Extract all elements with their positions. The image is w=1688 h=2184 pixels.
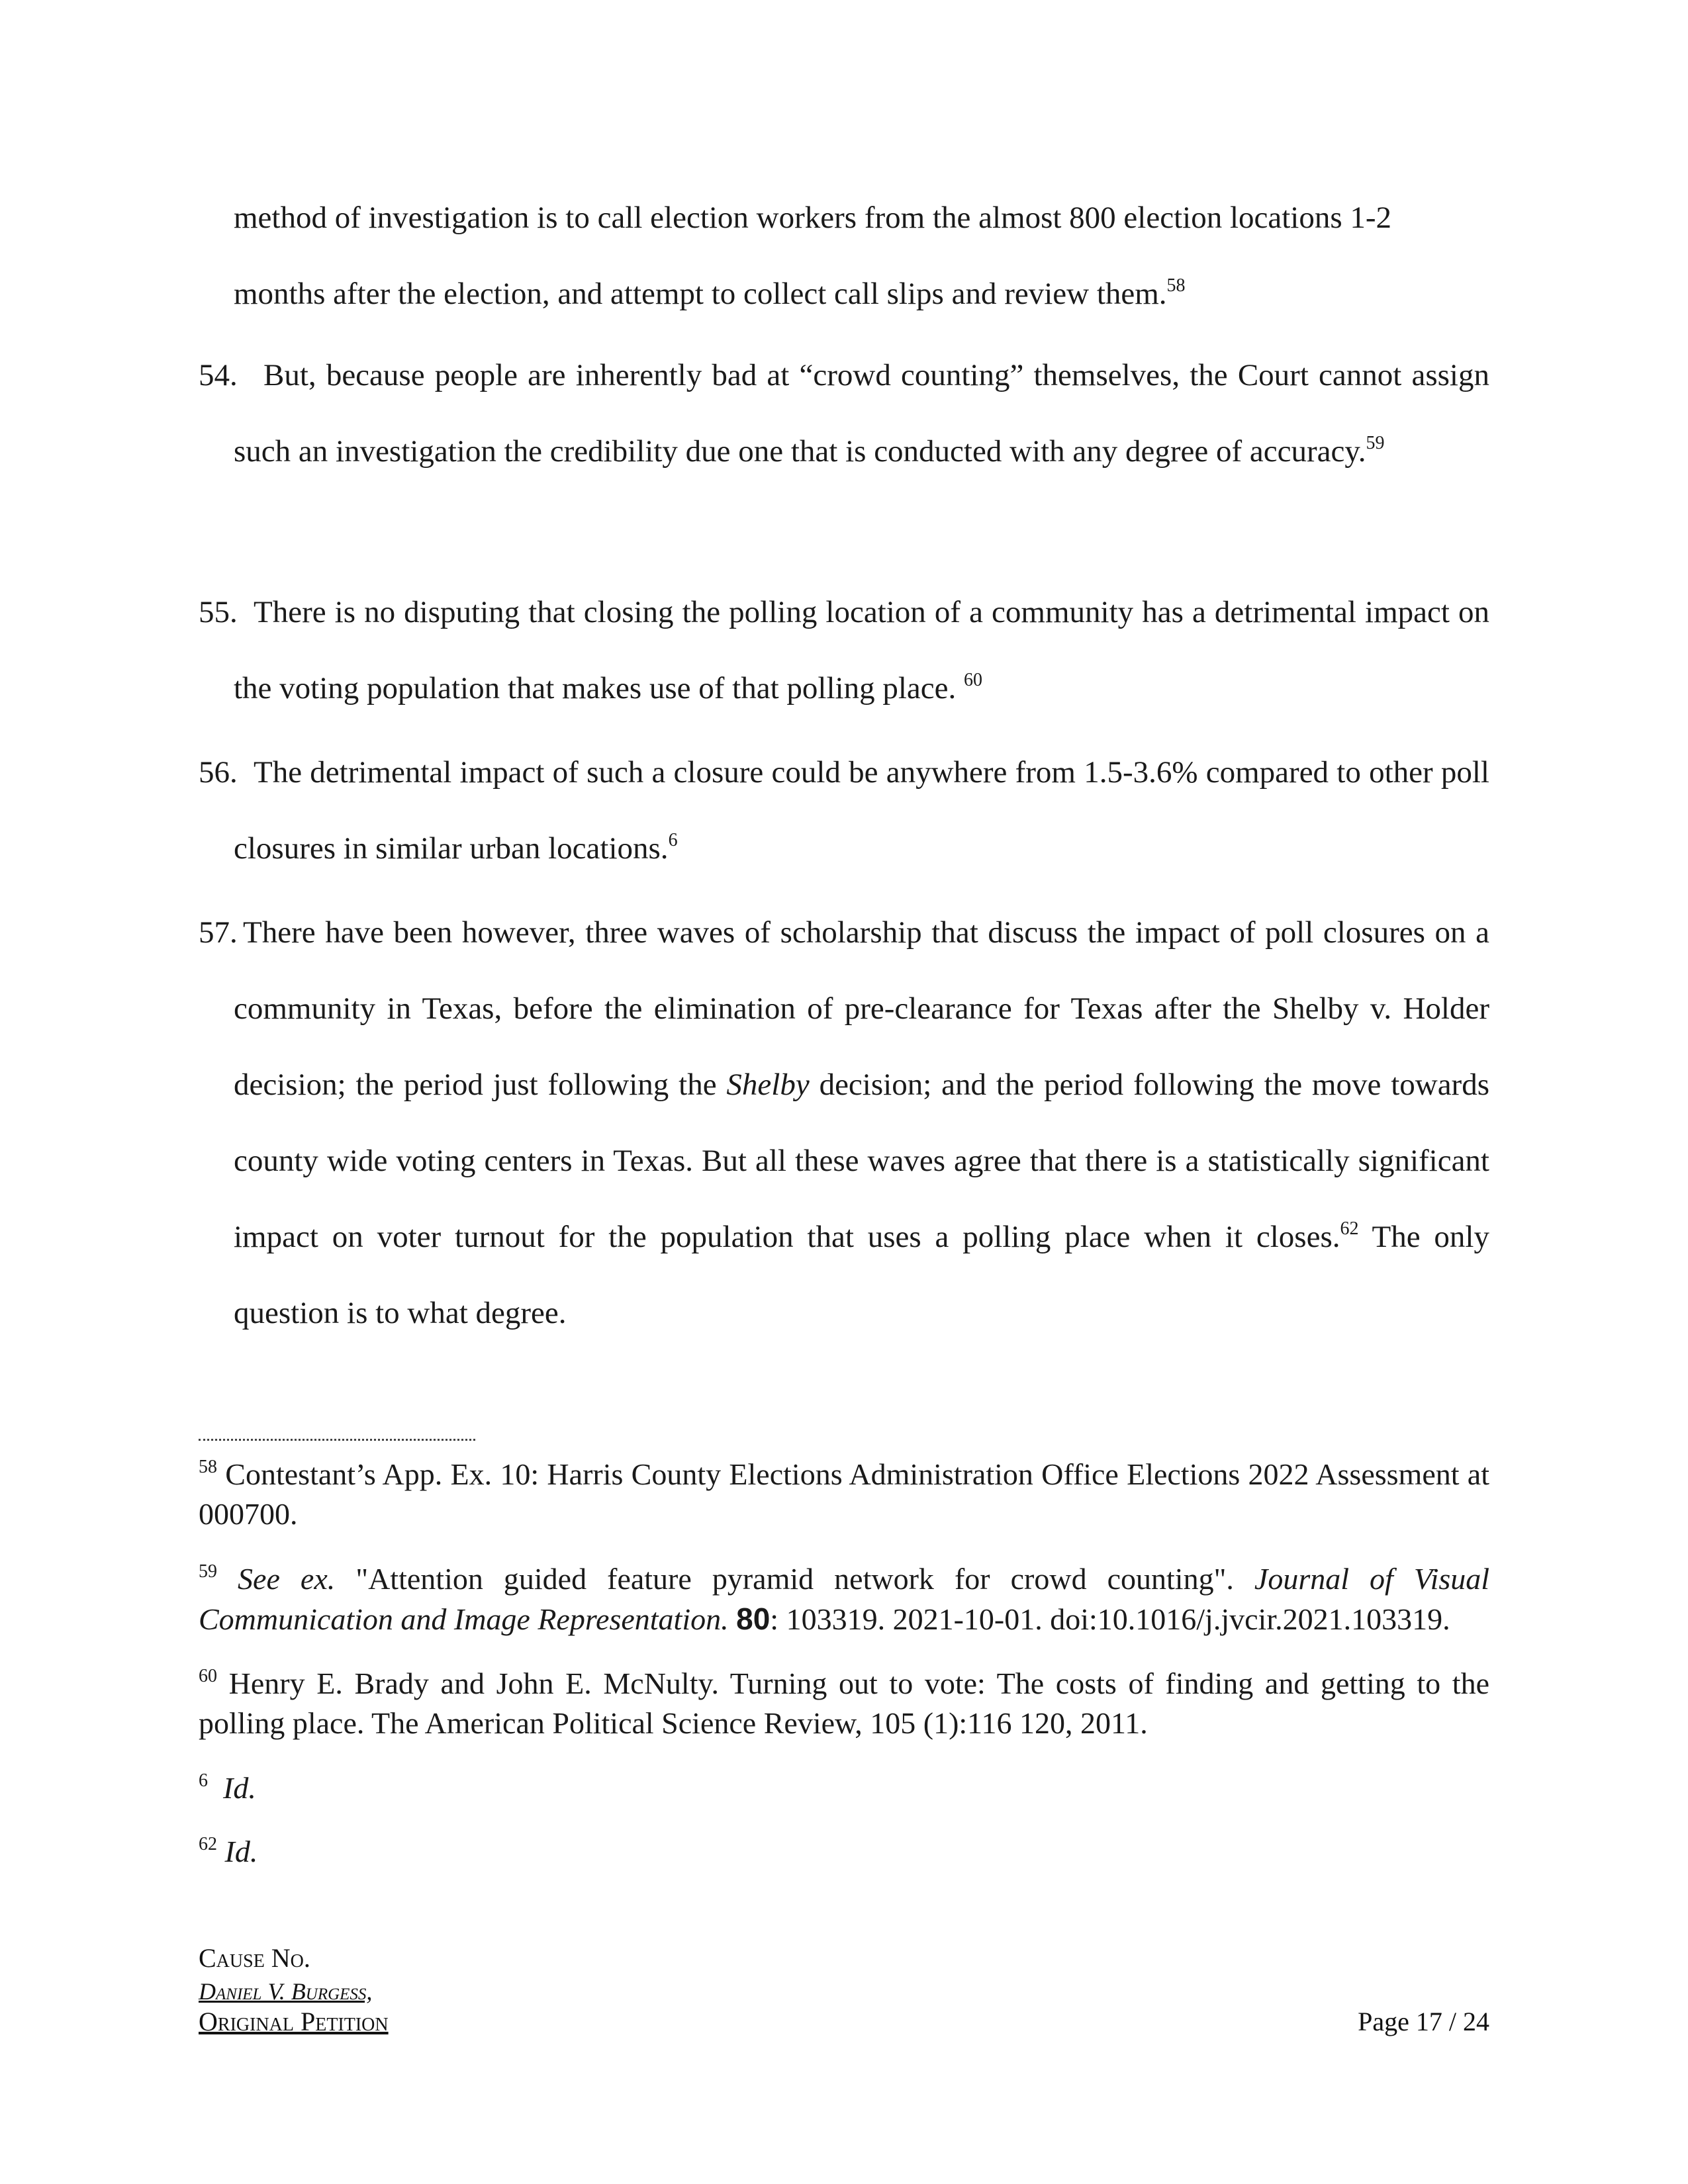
paragraph-56: [199, 735, 1489, 887]
paragraph-number: 56.: [199, 755, 238, 790]
footnote-separator: [199, 1439, 475, 1441]
footnote-62: [199, 1832, 1489, 1872]
footnote-ref-62: 62: [1340, 1218, 1359, 1240]
footnote-ref-58: 58: [1166, 275, 1186, 296]
continued-line-2: months after the election, and attempt to collect call slips and review them.: [234, 277, 1167, 311]
paragraph-number: 54.: [199, 358, 238, 392]
paragraph-number: 57.: [199, 915, 238, 950]
footnote-signal: See ex.: [238, 1562, 336, 1596]
continued-line-1: method of investigation is to call election workers from the almost 800 election locations 1-2: [234, 201, 1392, 235]
footnote-6: [199, 1768, 1489, 1808]
footnote-60: [199, 1664, 1489, 1743]
paragraph-text: There is no disputing that closing the polling location of a community has a detrimental impact on the voting population that makes use of that polling place.: [234, 595, 1489, 705]
footnote-number: 59: [199, 1561, 217, 1582]
footnote-number: 62: [199, 1833, 217, 1854]
document-title: Original Petition: [199, 2007, 389, 2036]
paragraph-number: 55.: [199, 595, 238, 629]
paragraph-text: The detrimental impact of such a closure could be anywhere from 1.5-3.6% compared to other poll closures in similar urban locations.: [234, 755, 1489, 866]
footnote-text: Id.: [224, 1835, 258, 1868]
footnote-59: [199, 1559, 1489, 1639]
footnote-ref-60: 60: [963, 670, 982, 691]
paragraph-text-b: decision; and the period following the move towards county wide voting centers in Texas. But all these waves agree that there is a statistically significant impact on voter turnout for the population that uses a polling place when it closes.: [234, 1068, 1489, 1254]
paragraph-text: But, because people are inherently bad at “crowd counting” themselves, the Court cannot assign such an investigation the credibility due one that is conducted with any degree of accuracy.: [234, 358, 1489, 469]
continued-paragraph-end: [234, 256, 1489, 332]
cause-number: Cause No.: [199, 1943, 310, 1973]
case-name-italic: Shelby: [726, 1068, 810, 1102]
continued-paragraph: [234, 180, 1489, 256]
footnote-title: "Attention guided feature pyramid network for crowd counting".: [355, 1562, 1234, 1596]
footnote-58: [199, 1455, 1489, 1534]
footnote-citation: : 103319. 2021-10-01. doi:10.1016/j.jvcir.2021.103319.: [770, 1602, 1450, 1636]
footnote-ref-6: 6: [668, 830, 678, 851]
footnote-volume: 80: [736, 1602, 771, 1636]
page-number: Page 17 / 24: [1358, 2007, 1489, 2036]
footnote-ref-59: 59: [1366, 433, 1385, 454]
footnote-number: 6: [199, 1770, 208, 1791]
footnote-text: Id.: [223, 1771, 256, 1805]
footnote-journal: Journal of Visual Communication and Image Representation.: [199, 1562, 1490, 1636]
footnote-number: 60: [199, 1665, 217, 1686]
paragraph-text-c: The only question is to what degree.: [234, 1220, 1489, 1330]
paragraph-text-a: There have been however, three waves of scholarship that discuss the impact of poll closures on a community in Texas, before the elimination of pre-clearance for Texas after the Shelby v. Holder decision; the period just following the: [234, 915, 1489, 1102]
paragraph-57: [199, 895, 1489, 1351]
footnote-text: Henry E. Brady and John E. McNulty. Turning out to vote: The costs of finding and getting to the polling place. The American Political Science Review, 105 (1):116 120, 2011.: [199, 1666, 1489, 1740]
paragraph-54: [199, 338, 1489, 490]
footnote-text: Contestant’s App. Ex. 10: Harris County Elections Administration Office Elections 2022 Assessment at 000700.: [199, 1457, 1490, 1531]
party-name: Daniel V. Burgess,: [199, 1978, 373, 2005]
footnote-number: 58: [199, 1456, 217, 1477]
paragraph-55: [199, 574, 1489, 727]
